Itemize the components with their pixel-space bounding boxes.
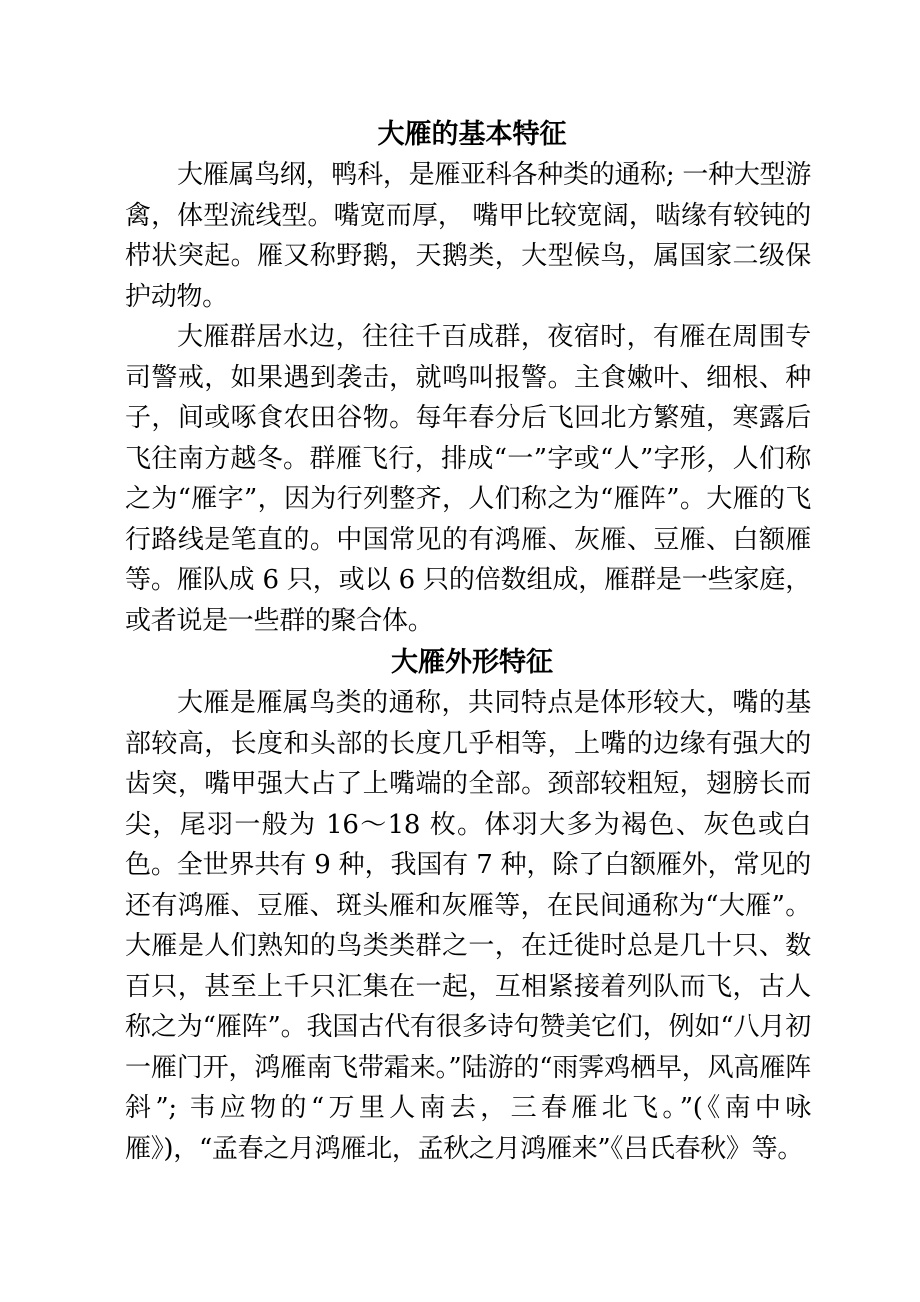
section-title-basic-features: 大雁的基本特征: [377, 119, 567, 150]
paragraph-appearance: 大雁是雁属鸟类的通称，共同特点是体形较大，嘴的基部较高，长度和头部的长度几乎相等，上嘴的边缘有强大的齿突，嘴甲强大占了上嘴端的全部。颈部较粗短，翅膀长而尖，尾羽一般为 16～18 枚。体羽大多为褐色、灰色或白色。全世界共有 9 种，我国有 7 种，除了白额雁外，常见的还有鸿雁、豆雁、斑头雁和灰雁等，在民间通称为“大雁”。大雁是人们熟知的鸟类类群之一，在迁徙时总是几十只、数百只，甚至上千只汇集在一起，互相紧接着列队而飞，古人称之为“雁阵”。我国古代有很多诗句赞美它们，例如“八月初一雁门开，鸿雁南飞带霜来。”陆游的“雨霁鸡栖早，风高雁阵斜”; 韦应物的“万里人南去，三春雁北飞。”(《南中咏雁》)，“孟春之月鸿雁北，孟秋之月鸿雁来”《吕氏春秋》等。: [125, 688, 811, 1164]
document-page: [125, 115, 811, 1169]
paragraph-basic-intro: 大雁属鸟纲，鸭科，是雁亚科各种类的通称; 一种大型游禽，体型流线型。嘴宽而厚， 嘴甲比较宽阔，啮缘有较钝的栉状突起。雁又称野鹅，天鹅类，大型候鸟，属国家二级保护动物。: [125, 160, 811, 312]
paragraph-habits: 大雁群居水边，往往千百成群，夜宿时，有雁在周围专司警戒，如果遇到袭击，就鸣叫报警。主食嫩叶、细根、种子，间或啄食农田谷物。每年春分后飞回北方繁殖，寒露后飞往南方越冬。群雁飞行，排成“一”字或“人”字形，人们称之为“雁字”，因为行列整齐，人们称之为“雁阵”。大雁的飞行路线是笔直的。中国常见的有鸿雁、灰雁、豆雁、白额雁等。雁队成 6 只，或以 6 只的倍数组成，雁群是一些家庭，或者说是一些群的聚合体。: [125, 322, 811, 636]
section-title-appearance: 大雁外形特征: [391, 647, 553, 678]
